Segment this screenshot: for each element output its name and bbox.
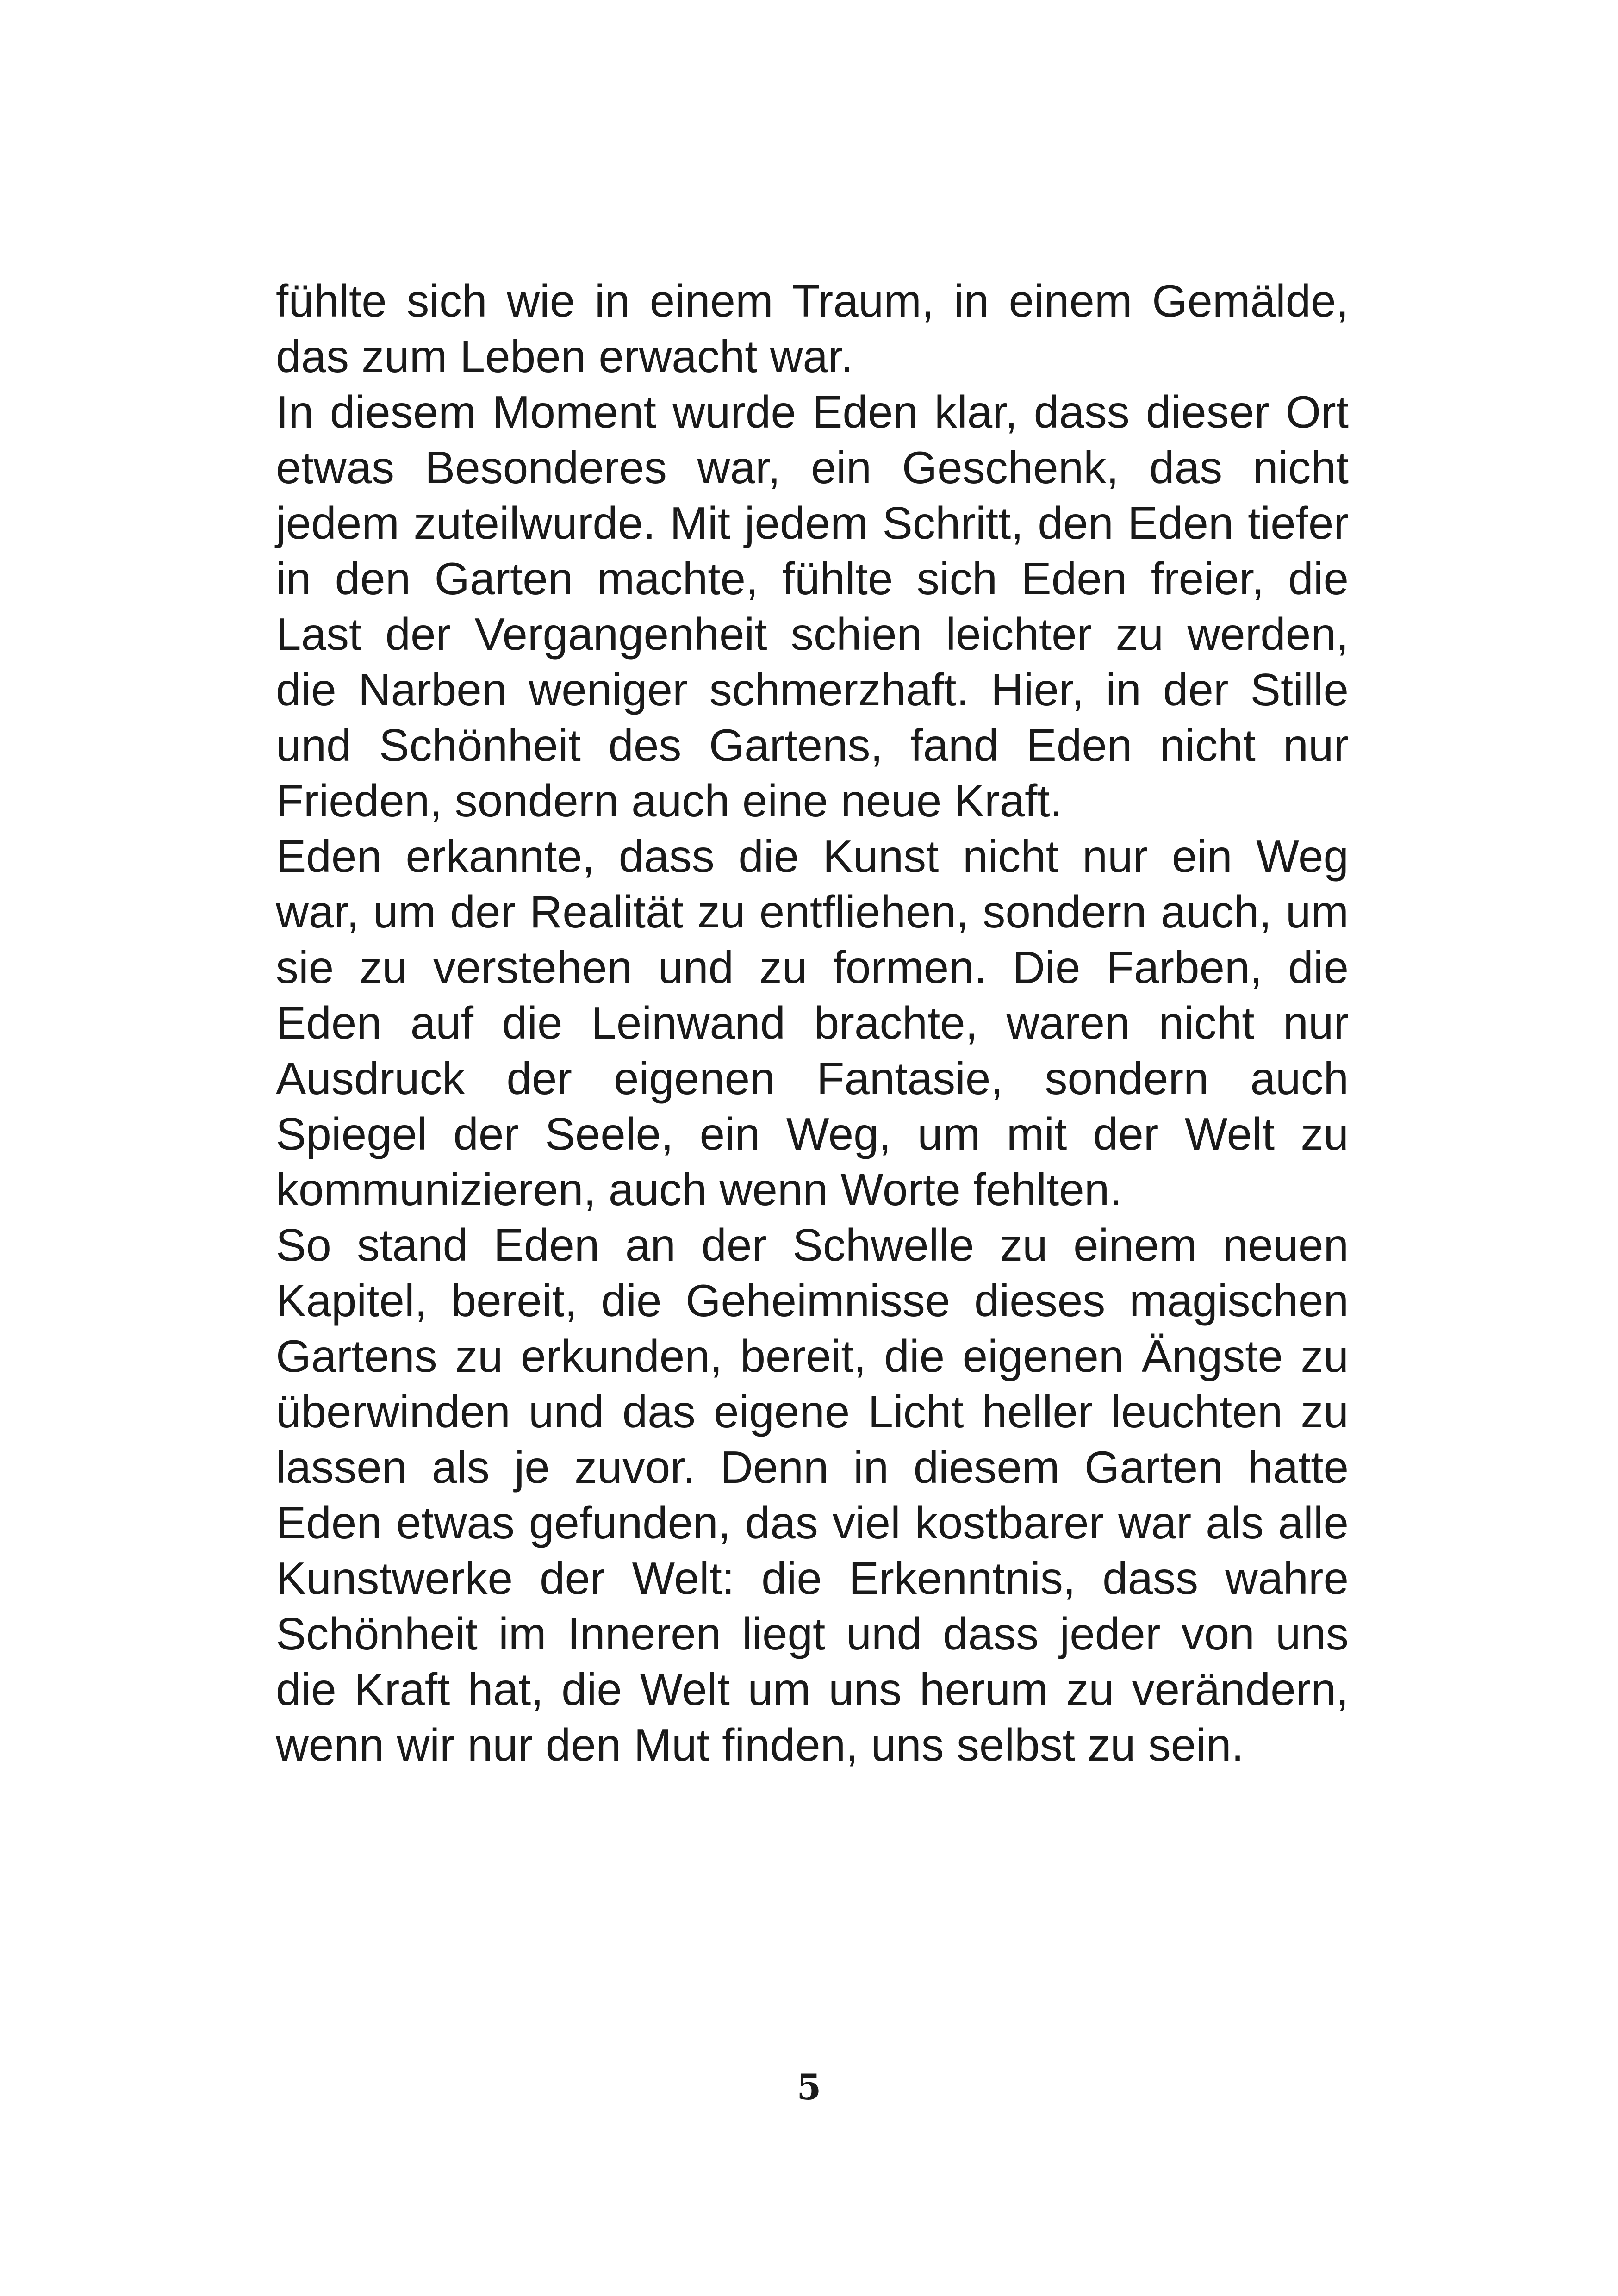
page-number: 5	[797, 2066, 821, 2108]
paragraph-4: So stand Eden an der Schwelle zu einem neuen Kapitel, bereit, die Geheimnisse dieses magischen Gartens zu erkunden, bereit, die eigenen Ängste zu überwinden und das eigene Licht heller leuchten zu lassen als je zuvor. Denn in diesem Garten hatte Eden etwas gefunden, das viel kostbarer war als alle Kunstwerke der Welt: die Erkenntnis, dass wahre Schönheit im Inneren liegt und dass jeder von uns die Kraft hat, die Welt um uns herum zu verändern, wenn wir nur den Mut finden, uns selbst zu sein.	[276, 1220, 1349, 1770]
body-text	[276, 273, 1349, 1773]
paragraph-2: In diesem Moment wurde Eden klar, dass dieser Ort etwas Besonderes war, ein Geschenk, das nicht jedem zuteilwurde. Mit jedem Schritt, den Eden tiefer in den Garten machte, fühlte sich Eden freier, die Last der Vergangenheit schien leichter zu werden, die Narben weniger schmerzhaft. Hier, in der Stille und Schönheit des Gartens, fand Eden nicht nur Frieden, sondern auch eine neue Kraft.	[276, 386, 1349, 826]
paragraph-1: fühlte sich wie in einem Traum, in einem Gemälde, das zum Leben erwacht war.	[276, 275, 1349, 382]
paragraph-3: Eden erkannte, dass die Kunst nicht nur ein Weg war, um der Realität zu entfliehen, sondern auch, um sie zu verstehen und zu formen. Die Farben, die Eden auf die Leinwand brachte, waren nicht nur Ausdruck der eigenen Fantasie, sondern auch Spiegel der Seele, ein Weg, um mit der Welt zu kommunizieren, auch wenn Worte fehlten.	[276, 831, 1349, 1215]
